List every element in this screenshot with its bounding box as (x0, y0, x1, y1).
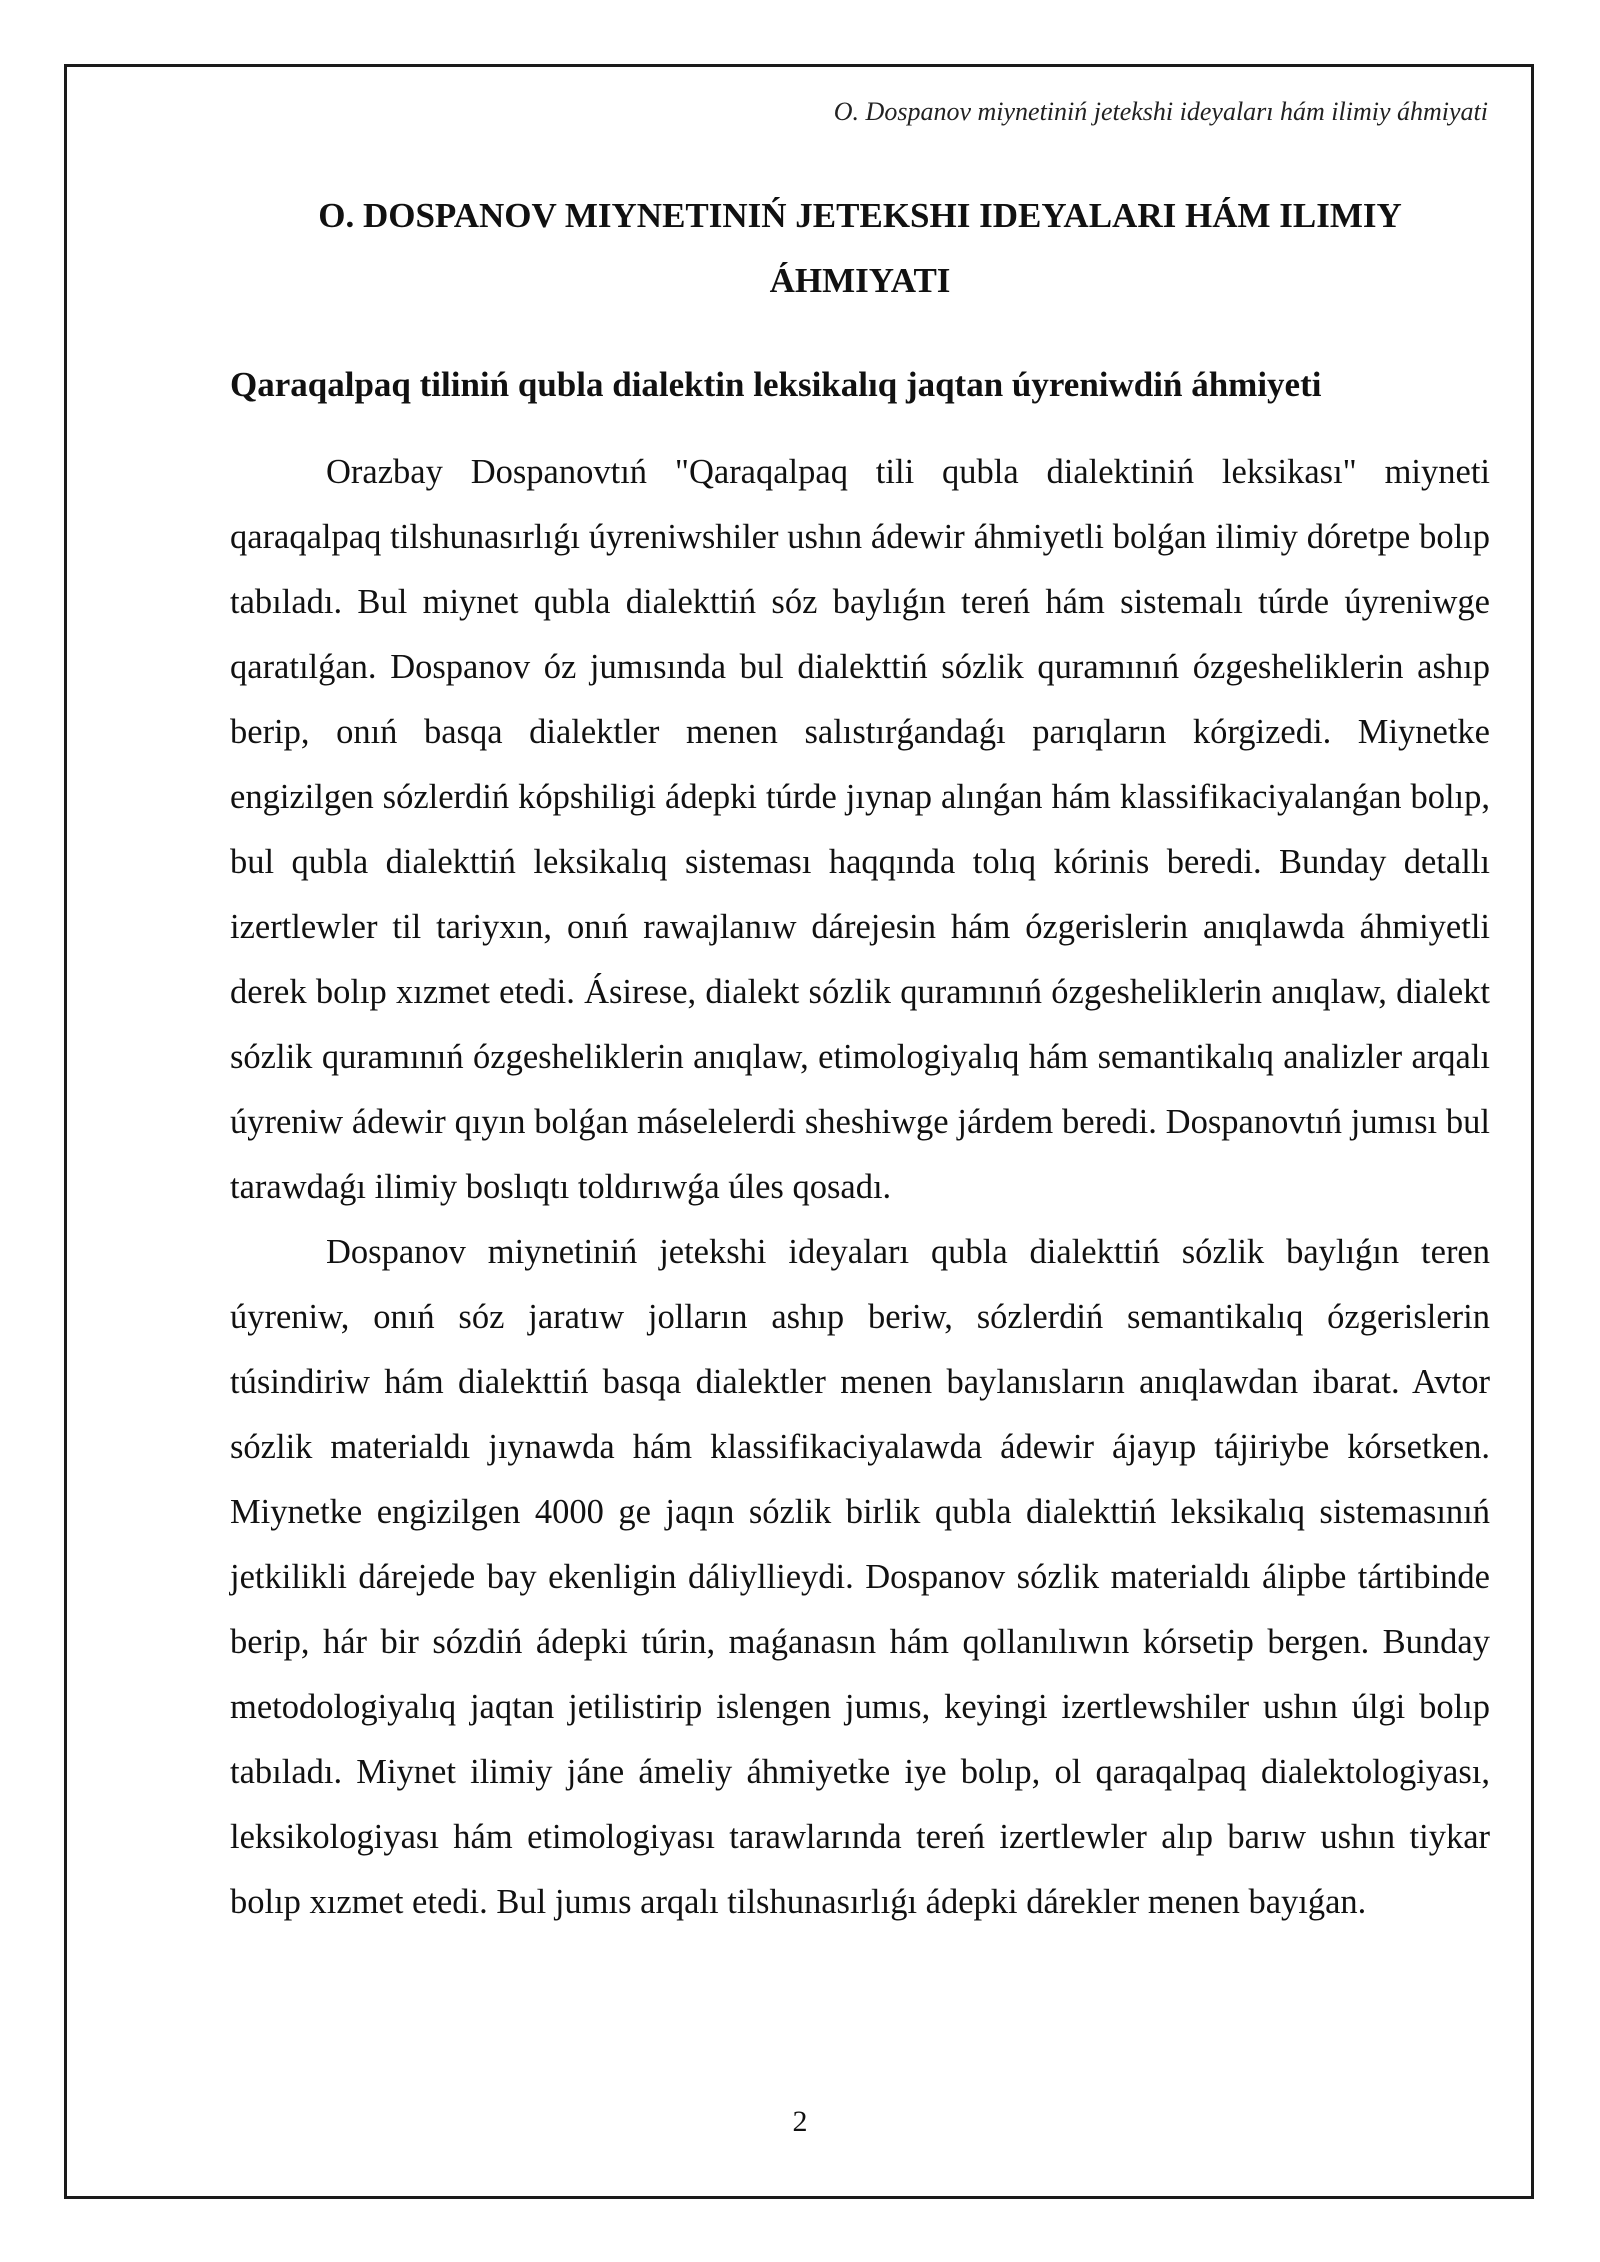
running-header: O. Dospanov miynetiniń jetekshi ideyaları hám ilimiy áhmiyati (833, 97, 1488, 126)
section-heading: Qaraqalpaq tiliniń qubla dialektin leksikalıq jaqtan úyreniwdiń áhmiyeti (230, 365, 1322, 404)
document-title: O. DOSPANOV MIYNETINIŃ JETEKSHI IDEYALARI HÁM ILIMIY ÁHMIYATI (318, 196, 1402, 300)
body-text (230, 440, 1490, 1935)
page-number: 2 (792, 2105, 808, 2138)
paragraph-1: Orazbay Dospanovtıń "Qaraqalpaq tili qubla dialektiniń leksikası" miyneti qaraqalpaq tilshunasırlıǵı úyreniwshiler ushın ádewir áhmiyetli bolǵan ilimiy dóretpe bolıp tabıladı. Bul miynet qubla dialekttiń sóz baylıǵın tereń hám sistemalı túrde úyreniwge qaratılǵan. Dospanov óz jumısında bul dialekttiń sózlik quramınıń ózgesheliklerin ashıp berip, onıń basqa dialektler menen salıstırǵandaǵı parıqların kórgizedi. Miynetke engizilgen sózlerdiń kópshiligi ádepki túrde jıynap alınǵan hám klassifikaciyalanǵan bolıp, bul qubla dialekttiń leksikalıq sisteması haqqında tolıq kórinis beredi. Bunday detallı izertlewler til tariyxın, onıń rawajlanıw dárejesin hám ózgerislerin anıqlawda áhmiyetli derek bolıp xızmet etedi. Ásirese, dialekt sózlik quramınıń ózgesheliklerin anıqlaw, dialekt sózlik quramınıń ózgesheliklerin anıqlaw, etimologiyalıq hám semantikalıq analizler arqalı úyreniw ádewir qıyın bolǵan máselelerdi sheshiwge járdem beredi. Dospanovtıń jumısı bul tarawdaǵı ilimiy boslıqtı toldırıwǵa úles qosadı. (230, 453, 1490, 1206)
paragraph-2: Dospanov miynetiniń jetekshi ideyaları qubla dialekttiń sózlik baylıǵın teren úyreniw, onıń sóz jaratıw jolların ashıp beriw, sózlerdiń semantikalıq ózgerislerin túsindiriw hám dialekttiń basqa dialektler menen baylanısların anıqlawdan ibarat. Avtor sózlik materialdı jıynawda hám klassifikaciyalawda ádewir ájayıp tájiriybe kórsetken. Miynetke engizilgen 4000 ge jaqın sózlik birlik qubla dialekttiń leksikalıq sistemasınıń jetkilikli dárejede bay ekenligin dáliyllieydi. Dospanov sózlik materialdı álipbe tártibinde berip, hár bir sózdiń ádepki túrin, maǵanasın hám qollanılıwın kórsetip bergen. Bunday metodologiyalıq jaqtan jetilistirip islengen jumıs, keyingi izertlewshiler ushın úlgi bolıp tabıladı. Miynet ilimiy jáne ámeliy áhmiyetke iye bolıp, ol qaraqalpaq dialektologiyası, leksikologiyası hám etimologiyası tarawlarında tereń izertlewler alıp barıw ushın tiykar bolıp xızmet etedi. Bul jumıs arqalı tilshunasırlıǵı ádepki dárekler menen bayıǵan. (230, 1233, 1490, 1921)
